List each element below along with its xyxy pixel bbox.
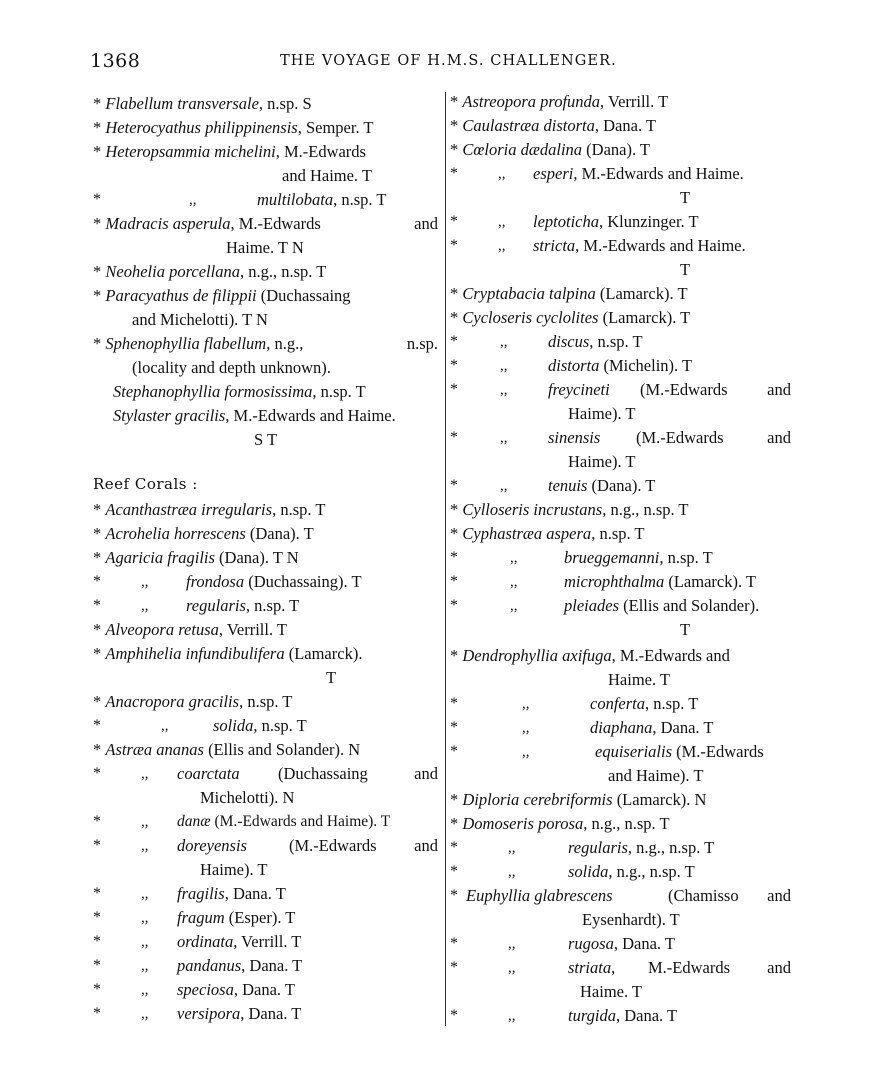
entry-line: * Cryptabacia talpina (Lamarck). T xyxy=(450,284,688,303)
continuation-line: Haime). T xyxy=(200,860,268,879)
continuation-line: Haime. T N xyxy=(226,238,304,257)
page-header xyxy=(90,50,796,74)
entry-line: * Paracyathus de filippii (Duchassaing xyxy=(93,286,351,305)
entry-line: * Cyphastræa aspera, n.sp. T xyxy=(450,524,645,543)
entry-line: * Anacropora gracilis, n.sp. T xyxy=(93,692,293,711)
entry-line: * Acrohelia horrescens (Dana). T xyxy=(93,524,314,543)
entry-line: * Flabellum transversale, n.sp. S xyxy=(93,94,312,113)
continuation-line: S T xyxy=(254,430,278,449)
continuation-line: Michelotti). N xyxy=(200,788,295,807)
entry-line: * Madracis asperula, M.-Edwards and xyxy=(93,214,438,233)
entry-line: * Alveopora retusa, Verrill. T xyxy=(93,620,288,639)
continuation-line: and Haime). T xyxy=(608,766,704,785)
entry-line: * Cœloria dædalina (Dana). T xyxy=(450,140,650,159)
entry-line: * Cylloseris incrustans, n.g., n.sp. T xyxy=(450,500,689,519)
entry-line: * Dendrophyllia axifuga, M.-Edwards and xyxy=(450,646,730,665)
continuation-line: T xyxy=(680,188,691,207)
entry-line: * Acanthastræa irregularis, n.sp. T xyxy=(93,500,326,519)
continuation-line: T xyxy=(680,620,691,639)
entry-line: * Amphihelia infundibulifera (Lamarck). xyxy=(93,644,363,663)
continuation-line: Haime. T xyxy=(580,982,643,1001)
continuation-line: and Haime. T xyxy=(282,166,372,185)
entry-line: * Heterocyathus philippinensis, Semper. T xyxy=(93,118,374,137)
entry-line: * Caulastræa distorta, Dana. T xyxy=(450,116,656,135)
entry-line: * Neohelia porcellana, n.g., n.sp. T xyxy=(93,262,327,281)
running-title: THE VOYAGE OF H.M.S. CHALLENGER. xyxy=(280,53,617,69)
continuation-line: Eysenhardt). T xyxy=(582,910,680,929)
entry-line: * Cycloseris cyclolites (Lamarck). T xyxy=(450,308,691,327)
continuation-line: Haime). T xyxy=(568,452,636,471)
continuation-line: Haime. T xyxy=(608,670,671,689)
entry-line: * Domoseris porosa, n.g., n.sp. T xyxy=(450,814,670,833)
entry-line: * Astreopora profunda, Verrill. T xyxy=(450,92,669,111)
entry-line: * Heteropsammia michelini, M.-Edwards xyxy=(93,142,366,161)
entry-line: Stephanophyllia formosissima, n.sp. T xyxy=(113,382,366,401)
entry-line: Stylaster gracilis, M.-Edwards and Haime. xyxy=(113,406,396,425)
document-page: 1368 THE VOYAGE OF H.M.S. CHALLENGER. * Flabellum transversale, n.sp. S * Heterocyathus philippinensis, Semper. T * Heteropsammia michelini, M.-Edwards and Haime. T * ,, multilobata, n.sp. T * Madracis asperula, M.-Edwards and Haime. T N * Neohelia porcellana, n.g., n.sp. T * Paracyathus de filippii (Duchassaing and Michelotti). T N * Sphenophyllia flabellum, n.g., n.sp. (locality and depth unknown). Stephanophyllia formosissima, n.sp. T Stylaster gracilis, M.-Edwards and Haime. S T Reef Corals : * Acanthastræa irregularis, n.sp. T * Acrohelia horrescens (Dana). T * Agaricia fragilis (Dana). T N * ,, frondosa (Duchassaing). T * ,, regularis, n.sp. T * Alveopora retusa, Verrill. T * Amphihelia infundibulifera (Lamarck). T * Anacropora gracilis, n.sp. T * ,, solida, n.sp. T * Astræa ananas (Ellis and Solander). N * ,, coarctata (Duchassaing and Michelotti). N * ,, danæ (M.-Edwards and Haime). T * ,, doreyensis (M.-Edwards and Haime). T * ,, fragilis, Dana. T * ,, fragum (Esper). T * ,, ordinata, Verrill. T * ,, pandanus, Dana. T * ,, speciosa, Dana. T * ,, versipora, Dana. T * Astreopora profunda, Verrill. T * Caulastræa distorta, Dana. T * Cœloria dædalina (Dana). T * ,, esperi, M.-Edwards and Haime. T * ,, leptoticha, Klunzinger. T * ,, stricta, M.-Edwards and Haime. T * Cryptabacia talpina (Lamarck). T * Cycloseris cyclolites (Lamarck). T * ,, discus, n.sp. T * ,, distorta (Michelin). T * ,, freycineti (M.-Edwards and Haime). T * ,, sinensis (M.-Edwards and Haime). T * ,, tenuis (Dana). T * Cylloseris incrustans, n.g., n.sp. T * Cyphastræa aspera, n.sp. T * ,, brueggemanni, n.sp. T * ,, microphthalma (Lamarck). T * ,, pleiades (Ellis and Solander). T * Dendrophyllia axifuga, M.-Edwards and Haime. T * ,, conferta, n.sp. T * ,, diaphana, Dana. T * ,, equiserialis (M.-Edwards and Haime). T * Diploria cerebriformis (Lamarck). N * Domoseris porosa, n.g., n.sp. T * ,, regularis, n.g., n.sp. T * ,, solida, n.g., n.sp. T * Euphyllia glabrescens (Chamisso and Eysenhardt). T * ,, rugosa, Dana. T * ,, striata, M.-Edwards and Haime. T * ,, turgida, Dana. T xyxy=(0,0,880,1075)
continuation-line: T xyxy=(680,260,691,279)
continuation-line: and Michelotti). T N xyxy=(132,310,268,329)
column-divider xyxy=(445,92,446,1026)
continuation-line: Haime). T xyxy=(568,404,636,423)
entry-line: * Diploria cerebriformis (Lamarck). N xyxy=(450,790,707,809)
entry-line: * Astræa ananas (Ellis and Solander). N xyxy=(93,740,361,759)
section-heading: Reef Corals : xyxy=(93,475,198,493)
continuation-line: T xyxy=(326,668,337,687)
continuation-line: (locality and depth unknown). xyxy=(132,358,331,377)
entry-line: * Agaricia fragilis (Dana). T N xyxy=(93,548,299,567)
entry-line: * Sphenophyllia flabellum, n.g., n.sp. xyxy=(93,334,438,353)
page-number: 1368 xyxy=(90,50,141,72)
